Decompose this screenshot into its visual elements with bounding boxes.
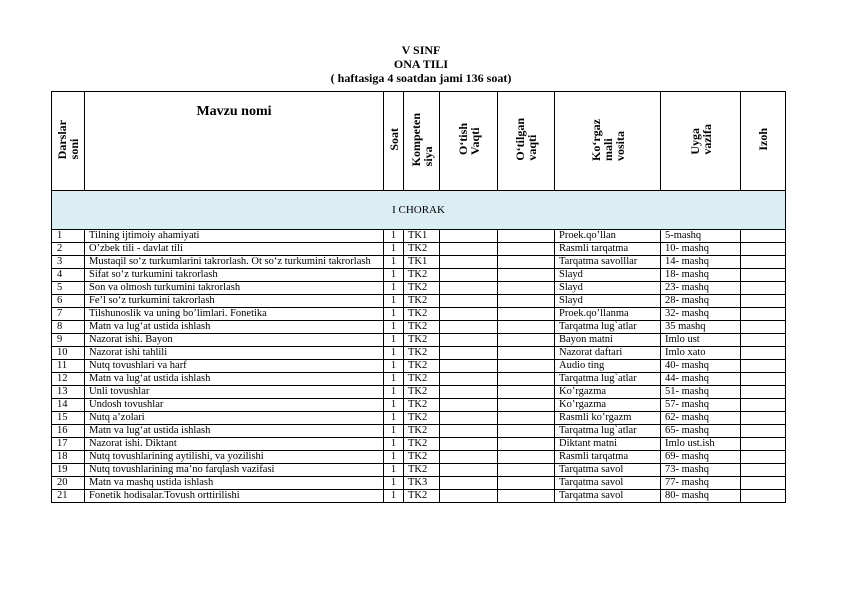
table-row: [52, 477, 786, 490]
lesson-otilgan-vaqti: [498, 464, 555, 477]
lesson-otish-vaqti: [440, 282, 498, 295]
lesson-homework: Imlo xato: [661, 347, 741, 360]
lesson-number: 2: [52, 243, 85, 256]
table-row: [52, 412, 786, 425]
lesson-otilgan-vaqti: [498, 399, 555, 412]
lesson-otilgan-vaqti: [498, 282, 555, 295]
lesson-number: 8: [52, 321, 85, 334]
lesson-topic: Undosh tovushlar: [85, 399, 384, 412]
lesson-otilgan-vaqti: [498, 321, 555, 334]
col-otilgan-vaqti: O‘tilgan vaqti: [498, 92, 555, 191]
lesson-topic: Matn va lug‘at ustida ishlash: [85, 425, 384, 438]
lesson-homework: 18- mashq: [661, 269, 741, 282]
lesson-izoh: [741, 464, 786, 477]
lesson-otish-vaqti: [440, 295, 498, 308]
lesson-otilgan-vaqti: [498, 438, 555, 451]
lesson-otish-vaqti: [440, 308, 498, 321]
lesson-izoh: [741, 360, 786, 373]
lesson-hours: 1: [384, 230, 404, 243]
lesson-homework: Imlo ust: [661, 334, 741, 347]
section-row: [52, 191, 786, 230]
lesson-topic: Tilning ijtimoiy ahamiyati: [85, 230, 384, 243]
lesson-hours: 1: [384, 438, 404, 451]
lesson-homework: 28- mashq: [661, 295, 741, 308]
lesson-otish-vaqti: [440, 256, 498, 269]
lesson-visual-aid: Tarqatma lug`atlar: [555, 321, 661, 334]
lesson-otish-vaqti: [440, 425, 498, 438]
lesson-visual-aid: Tarqatma savol: [555, 464, 661, 477]
lesson-number: 3: [52, 256, 85, 269]
lesson-competence: TK1: [404, 230, 440, 243]
lesson-competence: TK2: [404, 243, 440, 256]
lesson-otish-vaqti: [440, 243, 498, 256]
lesson-number: 1: [52, 230, 85, 243]
lesson-homework: 77- mashq: [661, 477, 741, 490]
lesson-homework: 40- mashq: [661, 360, 741, 373]
section-label: I CHORAK: [52, 191, 786, 230]
lesson-competence: TK2: [404, 438, 440, 451]
lesson-number: 11: [52, 360, 85, 373]
lesson-homework: 32- mashq: [661, 308, 741, 321]
col-uyga-vazifa: Uyga vazifa: [661, 92, 741, 191]
lesson-number: 9: [52, 334, 85, 347]
lesson-otilgan-vaqti: [498, 425, 555, 438]
lesson-izoh: [741, 321, 786, 334]
lesson-topic: Unli tovushlar: [85, 386, 384, 399]
lesson-izoh: [741, 308, 786, 321]
lesson-competence: TK2: [404, 347, 440, 360]
table-row: [52, 269, 786, 282]
lesson-number: 18: [52, 451, 85, 464]
lesson-homework: 51- mashq: [661, 386, 741, 399]
lesson-competence: TK2: [404, 451, 440, 464]
lesson-otilgan-vaqti: [498, 269, 555, 282]
lesson-topic: Matn va lug‘at ustida ishlash: [85, 373, 384, 386]
table-row: [52, 360, 786, 373]
lesson-hours: 1: [384, 256, 404, 269]
lesson-otilgan-vaqti: [498, 360, 555, 373]
lesson-otish-vaqti: [440, 490, 498, 503]
lesson-number: 19: [52, 464, 85, 477]
lesson-hours: 1: [384, 490, 404, 503]
lesson-topic: Mustaqil so‘z turkumlarini takrorlash. Ot so‘z turkumini takrorlash: [85, 256, 384, 269]
table-row: [52, 308, 786, 321]
lesson-izoh: [741, 269, 786, 282]
lesson-competence: TK2: [404, 269, 440, 282]
lesson-homework: 69- mashq: [661, 451, 741, 464]
lesson-otilgan-vaqti: [498, 295, 555, 308]
lesson-homework: Imlo ust.ish: [661, 438, 741, 451]
lesson-hours: 1: [384, 243, 404, 256]
lesson-hours: 1: [384, 464, 404, 477]
lesson-izoh: [741, 373, 786, 386]
lesson-number: 7: [52, 308, 85, 321]
lesson-hours: 1: [384, 282, 404, 295]
lesson-otilgan-vaqti: [498, 308, 555, 321]
table-row: [52, 425, 786, 438]
col-kompetensiya: Kompeten siya: [404, 92, 440, 191]
lesson-otilgan-vaqti: [498, 477, 555, 490]
lesson-competence: TK2: [404, 490, 440, 503]
table-row: [52, 295, 786, 308]
lesson-izoh: [741, 451, 786, 464]
col-otish-vaqti: O‘tish Vaqti: [440, 92, 498, 191]
lesson-topic: Fe’l so‘z turkumini takrorlash: [85, 295, 384, 308]
lesson-rows: [52, 230, 786, 503]
lesson-topic: Matn va lug‘at ustida ishlash: [85, 321, 384, 334]
lesson-otish-vaqti: [440, 399, 498, 412]
lesson-visual-aid: Tarqatma savol: [555, 477, 661, 490]
lesson-visual-aid: Rasmli tarqatma: [555, 243, 661, 256]
table-row: [52, 256, 786, 269]
lesson-otilgan-vaqti: [498, 347, 555, 360]
lesson-otish-vaqti: [440, 451, 498, 464]
lesson-otilgan-vaqti: [498, 230, 555, 243]
lesson-otilgan-vaqti: [498, 490, 555, 503]
lesson-izoh: [741, 412, 786, 425]
lesson-competence: TK2: [404, 360, 440, 373]
lesson-izoh: [741, 243, 786, 256]
col-soat: Soat: [384, 92, 404, 191]
lesson-topic: Nutq tovushlarining ma’no farqlash vazifasi: [85, 464, 384, 477]
lesson-number: 14: [52, 399, 85, 412]
lesson-competence: TK1: [404, 256, 440, 269]
table-row: [52, 347, 786, 360]
header-row: [52, 92, 786, 191]
lesson-otilgan-vaqti: [498, 412, 555, 425]
lesson-topic: Tilshunoslik va uning bo’limlari. Fonetika: [85, 308, 384, 321]
lesson-competence: TK3: [404, 477, 440, 490]
lesson-number: 13: [52, 386, 85, 399]
lesson-topic: Fonetik hodisalar.Tovush orttirilishi: [85, 490, 384, 503]
lesson-otish-vaqti: [440, 438, 498, 451]
lesson-izoh: [741, 386, 786, 399]
table-row: [52, 230, 786, 243]
lesson-number: 6: [52, 295, 85, 308]
lesson-number: 21: [52, 490, 85, 503]
lesson-number: 16: [52, 425, 85, 438]
lesson-otilgan-vaqti: [498, 256, 555, 269]
lesson-visual-aid: Audio ting: [555, 360, 661, 373]
lesson-izoh: [741, 334, 786, 347]
lesson-otish-vaqti: [440, 321, 498, 334]
table-row: [52, 399, 786, 412]
lesson-hours: 1: [384, 295, 404, 308]
lesson-homework: 23- mashq: [661, 282, 741, 295]
lesson-number: 20: [52, 477, 85, 490]
lesson-number: 17: [52, 438, 85, 451]
lesson-number: 12: [52, 373, 85, 386]
lesson-visual-aid: Tarqatma savol: [555, 490, 661, 503]
col-mavzu: Mavzu nomi: [85, 92, 384, 191]
lesson-visual-aid: Rasmli tarqatma: [555, 451, 661, 464]
lesson-otish-vaqti: [440, 373, 498, 386]
lesson-visual-aid: Ko’rgazma: [555, 386, 661, 399]
lesson-number: 15: [52, 412, 85, 425]
lesson-homework: 62- mashq: [661, 412, 741, 425]
lesson-visual-aid: Slayd: [555, 282, 661, 295]
lesson-otilgan-vaqti: [498, 373, 555, 386]
lesson-hours: 1: [384, 334, 404, 347]
lesson-competence: TK2: [404, 308, 440, 321]
lesson-hours: 1: [384, 373, 404, 386]
table-row: [52, 373, 786, 386]
lesson-competence: TK2: [404, 334, 440, 347]
lesson-izoh: [741, 256, 786, 269]
lesson-hours: 1: [384, 308, 404, 321]
lesson-hours: 1: [384, 347, 404, 360]
lesson-hours: 1: [384, 451, 404, 464]
lesson-izoh: [741, 438, 786, 451]
lesson-homework: 14- mashq: [661, 256, 741, 269]
lesson-topic: Nutq tovushlarining aytilishi, va yozilishi: [85, 451, 384, 464]
lesson-otish-vaqti: [440, 230, 498, 243]
lesson-homework: 35 mashq: [661, 321, 741, 334]
lesson-izoh: [741, 282, 786, 295]
lesson-hours: 1: [384, 386, 404, 399]
lesson-otilgan-vaqti: [498, 451, 555, 464]
table-row: [52, 490, 786, 503]
col-korgazmali-vosita: Ko‘rgaz mali vosita: [555, 92, 661, 191]
lesson-otish-vaqti: [440, 464, 498, 477]
lesson-hours: 1: [384, 412, 404, 425]
table-row: [52, 438, 786, 451]
lesson-otish-vaqti: [440, 477, 498, 490]
lesson-visual-aid: Diktant matni: [555, 438, 661, 451]
lesson-otish-vaqti: [440, 386, 498, 399]
lesson-otish-vaqti: [440, 360, 498, 373]
lesson-hours: 1: [384, 425, 404, 438]
lesson-otish-vaqti: [440, 334, 498, 347]
lesson-visual-aid: Bayon matni: [555, 334, 661, 347]
lesson-competence: TK2: [404, 399, 440, 412]
doc-hours-subtitle: ( haftasiga 4 soatdan jami 136 soat): [330, 71, 512, 85]
lesson-competence: TK2: [404, 321, 440, 334]
col-darslar: Darslar soni: [52, 92, 85, 191]
lesson-number: 4: [52, 269, 85, 282]
lesson-topic: Matn va mashq ustida ishlash: [85, 477, 384, 490]
lesson-otish-vaqti: [440, 347, 498, 360]
table-row: [52, 282, 786, 295]
lesson-izoh: [741, 399, 786, 412]
lesson-homework: 80- mashq: [661, 490, 741, 503]
lesson-topic: Nazorat ishi tahlili: [85, 347, 384, 360]
lesson-otish-vaqti: [440, 412, 498, 425]
lesson-topic: Nazorat ishi. Diktant: [85, 438, 384, 451]
table-row: [52, 243, 786, 256]
lesson-visual-aid: Rasmli ko’rgazm: [555, 412, 661, 425]
lesson-homework: 73- mashq: [661, 464, 741, 477]
lesson-topic: Son va olmosh turkumini takrorlash: [85, 282, 384, 295]
lesson-otish-vaqti: [440, 269, 498, 282]
lesson-hours: 1: [384, 321, 404, 334]
lesson-izoh: [741, 347, 786, 360]
table-row: [52, 334, 786, 347]
lesson-competence: TK2: [404, 282, 440, 295]
col-izoh: Izoh: [741, 92, 786, 191]
lesson-homework: 10- mashq: [661, 243, 741, 256]
doc-subject-title: ONA TILI: [393, 57, 449, 71]
lesson-izoh: [741, 295, 786, 308]
lesson-visual-aid: Ko’rgazma: [555, 399, 661, 412]
lesson-visual-aid: Slayd: [555, 269, 661, 282]
lesson-visual-aid: Tarqatma lug`atlar: [555, 373, 661, 386]
lesson-visual-aid: Proek.qo’llan: [555, 230, 661, 243]
table-row: [52, 464, 786, 477]
lesson-plan-table: [51, 91, 786, 503]
lesson-otilgan-vaqti: [498, 386, 555, 399]
lesson-competence: TK2: [404, 386, 440, 399]
lesson-homework: 44- mashq: [661, 373, 741, 386]
lesson-number: 5: [52, 282, 85, 295]
lesson-otilgan-vaqti: [498, 334, 555, 347]
lesson-topic: Sifat so‘z turkumini takrorlash: [85, 269, 384, 282]
lesson-izoh: [741, 230, 786, 243]
lesson-izoh: [741, 425, 786, 438]
lesson-hours: 1: [384, 477, 404, 490]
lesson-visual-aid: Tarqatma savolllar: [555, 256, 661, 269]
lesson-otilgan-vaqti: [498, 243, 555, 256]
lesson-competence: TK2: [404, 464, 440, 477]
lesson-hours: 1: [384, 360, 404, 373]
lesson-competence: TK2: [404, 373, 440, 386]
doc-grade-title: V SINF: [401, 43, 441, 57]
lesson-homework: 5-mashq: [661, 230, 741, 243]
lesson-hours: 1: [384, 399, 404, 412]
lesson-competence: TK2: [404, 295, 440, 308]
lesson-visual-aid: Proek.qo’llanma: [555, 308, 661, 321]
lesson-number: 10: [52, 347, 85, 360]
lesson-competence: TK2: [404, 425, 440, 438]
lesson-topic: Nutq a’zolari: [85, 412, 384, 425]
table-row: [52, 386, 786, 399]
lesson-homework: 65- mashq: [661, 425, 741, 438]
lesson-visual-aid: Slayd: [555, 295, 661, 308]
lesson-topic: Nutq tovushlari va harf: [85, 360, 384, 373]
lesson-homework: 57- mashq: [661, 399, 741, 412]
table-row: [52, 321, 786, 334]
lesson-visual-aid: Nazorat daftari: [555, 347, 661, 360]
lesson-competence: TK2: [404, 412, 440, 425]
lesson-topic: O’zbek tili - davlat tili: [85, 243, 384, 256]
lesson-visual-aid: Tarqatma lug`atlar: [555, 425, 661, 438]
lesson-hours: 1: [384, 269, 404, 282]
lesson-topic: Nazorat ishi. Bayon: [85, 334, 384, 347]
lesson-izoh: [741, 477, 786, 490]
lesson-izoh: [741, 490, 786, 503]
table-row: [52, 451, 786, 464]
